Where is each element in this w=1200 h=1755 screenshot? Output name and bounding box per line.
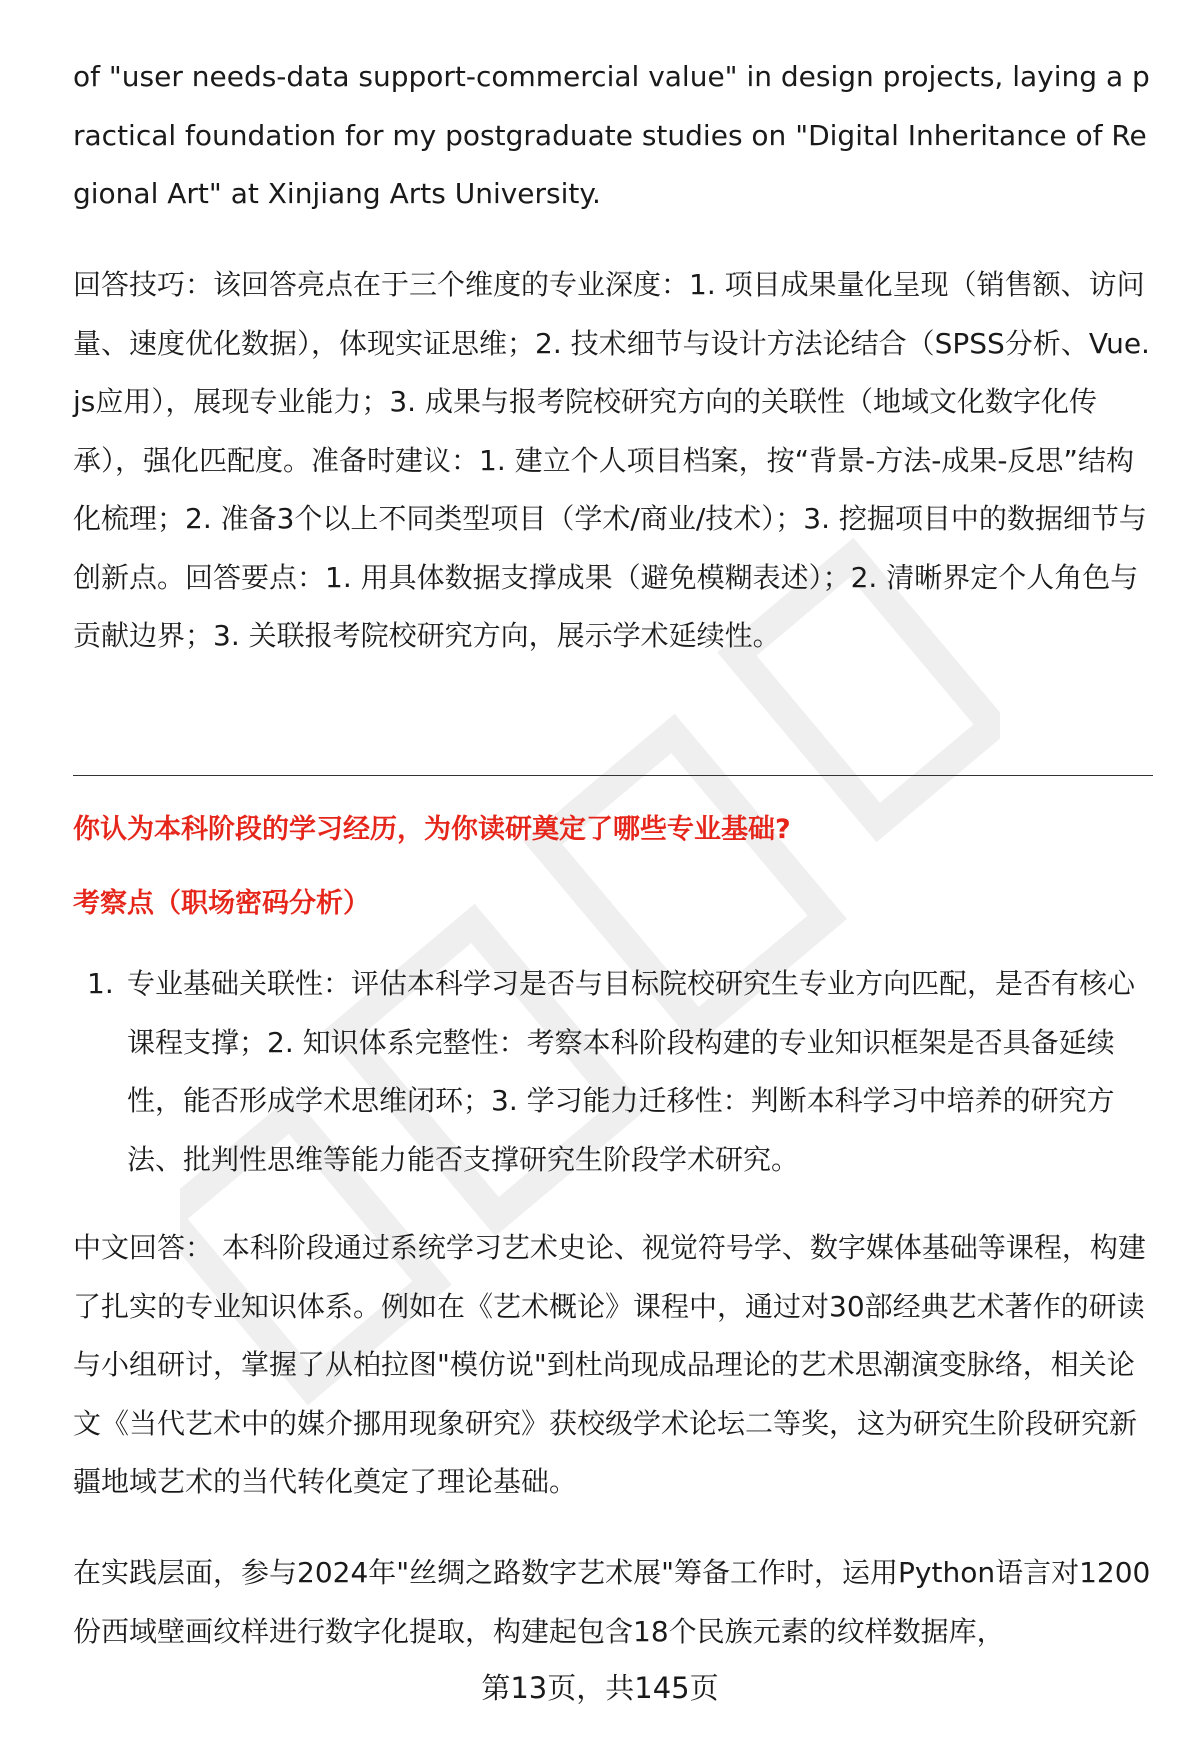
list-item — [73, 955, 1153, 1189]
practice-paragraph: 在实践层面，参与2024年"丝绸之路数字艺术展"筹备工作时，运用Python语言对1200份西域壁画纹样进行数字化提取，构建起包含18个民族元素的纹样数据库， — [73, 1556, 1151, 1648]
section-divider — [73, 775, 1153, 776]
chinese-answer-paragraph: 中文回答： 本科阶段通过系统学习艺术史论、视觉符号学、数字媒体基础等课程，构建了扎实的专业知识体系。例如在《艺术概论》课程中，通过对30部经典艺术著作的研读与小组研讨，掌握了从柏拉图"模仿说"到杜尚现成品理论的艺术思潮演变脉络，相关论文《当代艺术中的媒介挪用现象研究》获校级学术论坛二等奖，这为研究生阶段研究新疆地域艺术的当代转化奠定了理论基础。 — [73, 1231, 1146, 1498]
list-item-number: 1. — [87, 967, 114, 1000]
question-title: 你认为本科阶段的学习经历，为你读研奠定了哪些专业基础? — [73, 814, 791, 845]
assessment-points-list — [73, 955, 1153, 1189]
answer-tips-paragraph: 回答技巧：该回答亮点在于三个维度的专业深度：1. 项目成果量化呈现（销售额、访问量、速度优化数据），体现实证思维；2. 技术细节与设计方法论结合（SPSS分析、Vue.js应用），展现专业能力；3. 成果与报考院校研究方向的关联性（地域文化数字化传承），强化匹配度。准备时建议：1. 建立个人项目档案，按“背景-方法-成果-反思”结构化梳理；2. 准备3个以上不同类型项目（学术/商业/技术）；3. 挖掘项目中的数据细节与创新点。回答要点：1. 用具体数据支撑成果（避免模糊表述）；2. 清晰界定个人角色与贡献边界；3. 关联报考院校研究方向，展示学术延续性。 — [73, 268, 1150, 652]
list-item-text: 专业基础关联性：评估本科学习是否与目标院校研究生专业方向匹配，是否有核心课程支撑；2. 知识体系完整性：考察本科阶段构建的专业知识框架是否具备延续性，能否形成学术思维闭环；3. 学习能力迁移性：判断本科学习中培养的研究方法、批判性思维等能力能否支撑研究生阶段学术研究。 — [127, 967, 1136, 1176]
intro-paragraph: of "user needs-data support-commercial value" in design projects, laying a practical foundation for my postgraduate studies on "Digital Inheritance of Regional Art" at Xinjiang Arts University. — [73, 60, 1150, 210]
assessment-points-heading: 考察点（职场密码分析） — [73, 888, 370, 919]
page-number: 第13页，共145页 — [481, 1671, 719, 1705]
